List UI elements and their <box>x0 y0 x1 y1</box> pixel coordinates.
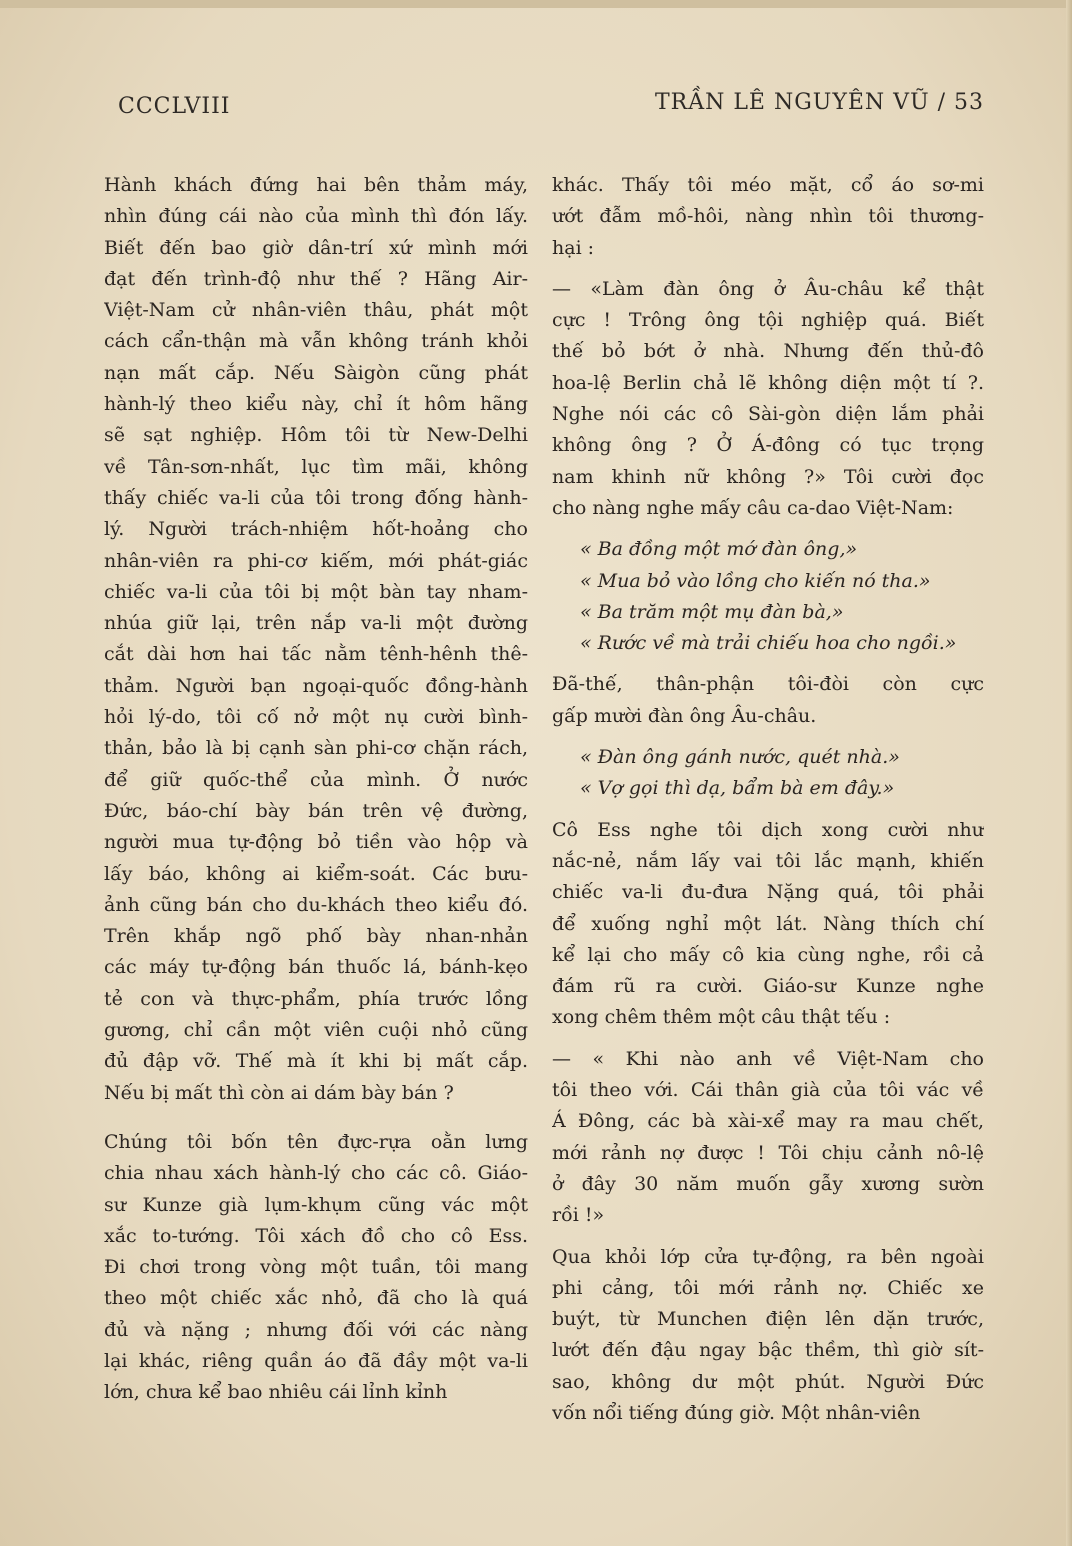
text-line: hỏi lý-do, tôi cố nở một nụ cười bình- <box>104 706 528 729</box>
text-line: cực ! Trông ông tội nghiệp quá. Biết <box>552 309 984 332</box>
text-line: lại khác, riêng quần áo đã đầy một va-li <box>104 1349 528 1372</box>
text-line: thấy chiếc va-li của tôi trong đống hành- <box>104 486 528 509</box>
text-line: Biết đến bao giờ dân-trí xứ mình mới <box>104 236 528 259</box>
text-line: Nếu bị mất thì còn ai dám bày bán ? <box>104 1081 454 1104</box>
text-line: sao, không dư một phút. Người Đức <box>552 1370 984 1393</box>
text-line: đủ đập vỡ. Thế mà ít khi bị mất cắp. <box>104 1050 528 1073</box>
text-line: Qua khỏi lớp cửa tự-động, ra bên ngoài <box>552 1245 984 1268</box>
text-line: khác. Thấy tôi méo mặt, cổ áo sơ-mi <box>552 174 984 196</box>
text-line: Đã-thế, thân-phận tôi-đòi còn cực <box>552 673 984 696</box>
right-paragraph-2 <box>552 274 984 524</box>
text-line: chiếc va-li đu-đưa Nặng quá, tôi phải <box>552 881 984 904</box>
text-line: lớn, chưa kể bao nhiêu cái lỉnh kỉnh <box>104 1381 448 1404</box>
text-line: Cô Ess nghe tôi dịch xong cười như <box>552 818 984 841</box>
text-line: không ông ? Ở Á-đông có tục trọng <box>552 434 984 457</box>
text-line: Đức, báo-chí bày bán trên vệ đường, <box>104 799 528 822</box>
right-paragraph-1 <box>552 170 984 264</box>
page-top-edge <box>0 0 1072 8</box>
text-line: để xuống nghỉ một lát. Nàng thích chí <box>552 912 984 935</box>
text-line: nhúa giữ lại, trên nắp va-li một đường <box>104 612 528 635</box>
page-right-edge <box>1066 0 1072 1546</box>
text-line: xắc to-tướng. Tôi xách đồ cho cô Ess. <box>104 1224 528 1247</box>
text-line: Chúng tôi bốn tên đực-rựa oằn lưng <box>104 1130 528 1153</box>
text-line: các máy tự-động bán thuốc lá, bánh-kẹo <box>104 956 528 979</box>
text-line: gương, chỉ cần một viên cuội nhỏ cũng <box>104 1019 528 1042</box>
text-line: cho nàng nghe mấy câu ca-dao Việt-Nam: <box>552 496 954 519</box>
text-line: rồi !» <box>552 1204 605 1227</box>
text-line: tôi theo với. Cái thân già của tôi vác về <box>552 1079 984 1102</box>
text-line: kể lại cho mấy cô kia cùng nghe, rồi cả <box>552 943 984 966</box>
author-page-number: TRẦN LÊ NGUYÊN VŨ / 53 <box>654 90 984 115</box>
text-line: đủ và nặng ; nhưng đối với các nàng <box>104 1318 528 1341</box>
text-line: chiếc va-li của tôi bị một bàn tay nham- <box>104 580 528 603</box>
text-line: — «Làm đàn ông ở Âu-châu kể thật <box>552 277 984 300</box>
text-line: phi cảng, tôi mới rảnh nợ. Chiếc xe <box>552 1276 984 1299</box>
left-paragraph-1 <box>104 170 528 1109</box>
text-line: theo một chiếc xắc nhỏ, đã cho là quá <box>104 1287 528 1310</box>
text-line: để giữ quốc-thể của mình. Ở nước <box>104 768 528 791</box>
text-line: ảnh cũng bán cho du-khách theo kiểu đó. <box>104 893 528 916</box>
text-line: cách cẩn-thận mà vẫn không tránh khỏi <box>104 330 528 353</box>
text-line: đạt đến trình-độ như thế ? Hãng Air- <box>104 267 528 290</box>
text-line: buýt, từ Munchen điện lên dặn trước, <box>552 1308 984 1331</box>
text-line: nhân-viên ra phi-cơ kiếm, mới phát-giác <box>104 549 528 572</box>
text-line: thản, bảo là bị cạnh sàn phi-cơ chặn rách, <box>104 737 528 760</box>
text-line: sư Kunze già lụm-khụm cũng vác một <box>104 1193 528 1216</box>
text-line: nắc-nẻ, nắm lấy vai tôi lắc mạnh, khiến <box>552 849 984 872</box>
text-line: « Vợ gọi thì dạ, bẩm bà em đây.» <box>580 777 895 800</box>
text-line: « Ba đồng một mớ đàn ông,» <box>580 538 858 561</box>
text-line: nhìn đúng cái nào của mình thì đón lấy. <box>104 205 528 228</box>
text-line: ở đây 30 năm muốn gẫy xương sườn <box>552 1172 984 1195</box>
left-paragraph-2 <box>104 1127 528 1409</box>
text-line: Á Đông, các bà xài-xể may ra mau chết, <box>552 1110 984 1133</box>
text-line: nam khinh nữ không ?» Tôi cười đọc <box>552 465 984 488</box>
text-line: thảm. Người bạn ngoại-quốc đồng-hành <box>104 674 528 697</box>
text-line: đám rũ ra cười. Giáo-sư Kunze nghe <box>552 975 984 998</box>
page-header <box>118 90 984 126</box>
text-line: gấp mười đàn ông Âu-châu. <box>552 704 817 727</box>
right-column <box>552 170 984 1429</box>
text-line: lấy báo, không ai kiểm-soát. Các bưu- <box>104 862 528 885</box>
text-line: hoa-lệ Berlin chả lẽ không diện một tí ?. <box>552 371 984 394</box>
text-line: về Tân-sơn-nhất, lục tìm mãi, không <box>104 455 528 478</box>
text-line: hành-lý theo kiểu này, chỉ ít hôm hãng <box>104 393 528 416</box>
text-line: cắt dài hơn hai tấc nằm tênh-hênh thê- <box>104 643 528 666</box>
text-line: « Ba trăm một mụ đàn bà,» <box>580 600 844 623</box>
text-line: xong chêm thêm một câu thật tếu : <box>552 1006 891 1029</box>
text-line: Hành khách đứng hai bên thảm máy, <box>104 174 528 196</box>
text-line: Việt-Nam cử nhân-viên thâu, phát một <box>104 299 528 322</box>
right-paragraph-3 <box>552 669 984 732</box>
text-line: sẽ sạt nghiệp. Hôm tôi từ New-Delhi <box>104 424 528 447</box>
right-paragraph-6 <box>552 1242 984 1430</box>
text-line: thế bỏ bớt ở nhà. Nhưng đến thủ-đô <box>552 340 984 363</box>
right-paragraph-4 <box>552 815 984 1034</box>
text-line: tẻ con và thực-phẩm, phía trước lồng <box>104 987 528 1010</box>
text-line: « Mua bỏ vào lồng cho kiến nó tha.» <box>580 569 931 592</box>
text-line: Đi chơi trong vòng một tuần, tôi mang <box>104 1256 528 1279</box>
text-line: vốn nổi tiếng đúng giờ. Một nhân-viên <box>552 1401 921 1424</box>
text-line: lướt đến đậu ngay bậc thềm, thì giờ sít- <box>552 1339 984 1362</box>
text-line: Trên khắp ngõ phố bày nhan-nhản <box>104 925 528 948</box>
text-line: « Đàn ông gánh nước, quét nhà.» <box>580 746 900 769</box>
text-line: Nghe nói các cô Sài-gòn diện lắm phải <box>552 403 984 426</box>
text-line: người mua tự-động bỏ tiền vào hộp và <box>104 831 528 854</box>
right-paragraph-5 <box>552 1044 984 1232</box>
text-line: mới rảnh nợ được ! Tôi chịu cảnh nô-lệ <box>552 1141 984 1164</box>
text-line: lý. Người trách-nhiệm hốt-hoảng cho <box>104 518 528 541</box>
text-line: — « Khi nào anh về Việt-Nam cho <box>552 1047 984 1070</box>
text-line: nạn mất cắp. Nếu Sàigòn cũng phát <box>104 361 528 384</box>
verse-1 <box>552 534 984 659</box>
issue-number: CCCLVIII <box>118 94 231 119</box>
text-line: « Rước về mà trải chiếu hoa cho ngồi.» <box>580 632 957 655</box>
text-line: hại : <box>552 236 595 259</box>
text-line: chia nhau xách hành-lý cho các cô. Giáo- <box>104 1162 528 1185</box>
text-line: ướt đẫm mồ-hôi, nàng nhìn tôi thương- <box>552 205 984 228</box>
left-column <box>104 170 528 1409</box>
verse-2 <box>552 742 984 805</box>
